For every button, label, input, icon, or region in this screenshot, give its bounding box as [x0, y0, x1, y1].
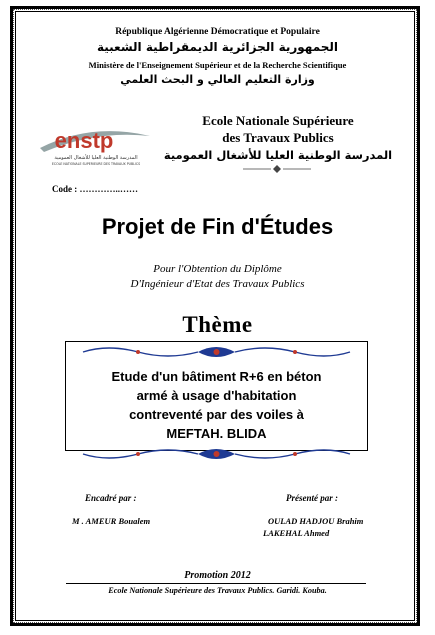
- bottom-ornament-icon: [78, 446, 355, 462]
- supervisor-label: Encadré par :: [85, 493, 137, 503]
- logo-text: enstp: [54, 128, 114, 153]
- logo-caption-fr: ECOLE NATIONALE SUPERIEURE DES TRAVAUX PUBLICS: [51, 162, 141, 166]
- divider-ornament-icon: [243, 165, 311, 173]
- footer-divider: [66, 583, 366, 584]
- footer-address: Ecole Nationale Supérieure des Travaux Publics. Garidi. Kouba.: [108, 586, 327, 595]
- school-name-fr-line2: des Travaux Publics: [222, 130, 334, 145]
- promotion: Promotion 2012: [184, 570, 251, 581]
- theme-line: contreventé par des voiles à: [129, 407, 304, 422]
- republic-fr: République Algérienne Démocratique et Populaire: [115, 27, 320, 37]
- theme-label: Thème: [182, 312, 253, 337]
- document-title: Projet de Fin d'Études: [101, 214, 334, 239]
- enstp-logo: [36, 112, 154, 170]
- theme-text: [65, 367, 368, 443]
- ministry-ar: وزارة التعليم العالي و البحث العلمي: [120, 73, 315, 86]
- logo-caption-ar: المدرسة الوطنية العليا للأشغال العمومية: [54, 155, 138, 161]
- subtitle-line1: Pour l'Obtention du Diplôme: [153, 263, 282, 275]
- theme-line: Etude d'un bâtiment R+6 en béton: [111, 369, 322, 384]
- school-name-fr-line1: Ecole Nationale Supérieure: [202, 113, 354, 128]
- subtitle-line2: D'Ingénieur d'Etat des Travaux Publics: [130, 278, 305, 290]
- school-name-ar: المدرسة الوطنية العليا للأشغال العمومية: [163, 148, 393, 162]
- ministry-fr: Ministère de l'Enseignement Supérieur et de la Recherche Scientifique: [88, 60, 347, 70]
- supervisor-name: M . AMEUR Boualem: [72, 516, 151, 526]
- republic-ar: الجمهورية الجزائرية الديمقراطية الشعبية: [96, 40, 339, 54]
- theme-line: MEFTAH. BLIDA: [166, 426, 267, 441]
- students-label: Présenté par :: [286, 493, 338, 503]
- student-name: OULAD HADJOU Brahim: [268, 516, 364, 526]
- top-ornament-icon: [78, 344, 355, 360]
- theme-line: armé à usage d'habitation: [136, 388, 297, 403]
- student-name: LAKEHAL Ahmed: [263, 528, 330, 538]
- code-field: Code : …………..……: [52, 184, 138, 194]
